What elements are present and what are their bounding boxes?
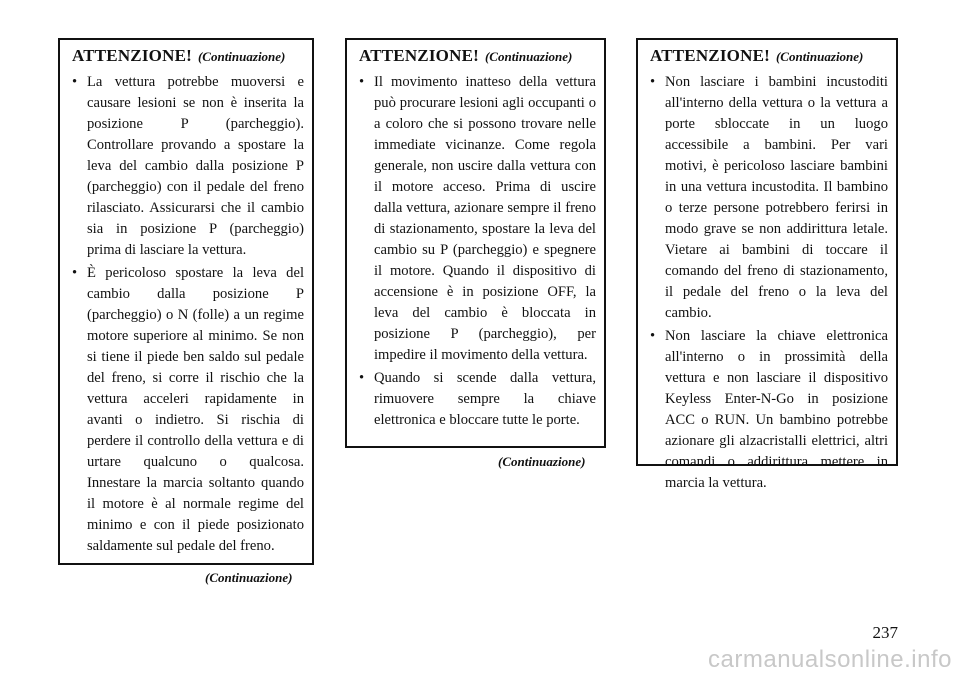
bullet-icon: • [359, 74, 365, 90]
continuation-label: (Continuazione) [775, 49, 864, 64]
warning-list [650, 72, 888, 494]
page-number: 237 [872, 623, 898, 642]
continued-footer: (Continuazione) [205, 570, 293, 585]
warning-text: È pericoloso spostare la leva del cambio dalla posizione P (parcheggio) o N (folle) a un regime motore superiore al minimo. Se non si tiene il piede ben saldo sul pedale del freno, si corre il rischio che la vettura acceleri rapidamente in avanti o indietro. Si rischia di perdere il controllo della vettura e di urtare qualcuno o qualcosa. Innestare la marcia soltanto quando il motore è al normale regime del minimo e con il piede posizionato saldamente sul pedale del freno. [87, 265, 304, 554]
bullet-icon: • [72, 74, 78, 90]
continuation-label: (Continuazione) [484, 49, 573, 64]
warning-text: Non lasciare i bambini incustoditi all'interno della vettura o la vettura a porte sbloccate in un luogo accessibile a bambini. Per vari motivi, è pericoloso lasciare bambini in una vettura incustodita. Il bambino o terze persone potrebbero ferirsi in modo grave se non addirittura letale. Vietare ai bambini di toccare il comando del freno di stazionamento, il pedale del freno o la leva del cambio. [665, 74, 888, 321]
bullet-icon: • [650, 328, 656, 344]
warning-text: Non lasciare la chiave elettronica all'interno o in prossimità della vettura e non lasciare il dispositivo Keyless Enter-N-Go in posizione ACC o RUN. Un bambino potrebbe azionare gli alzacristalli elettrici, altri comandi o addirittura mettere in marcia la vettura. [665, 328, 888, 491]
warning-title: ATTENZIONE! [72, 46, 192, 65]
warning-text: La vettura potrebbe muoversi e causare lesioni se non è inserita la posizione P (parcheggio). Controllare provando a spostare la leva del cambio dalla posizione P (parcheggio) con il pedale del freno rilasciato. Assicurarsi che il cambio sia in posizione P (parcheggio) prima di lasciare la vettura. [87, 74, 304, 258]
bullet-icon: • [650, 74, 656, 90]
warning-text: Il movimento inatteso della vettura può procurare lesioni agli occupanti o a coloro che si possono trovare nelle immediate vicinanze. Come regola generale, non uscire dalla vettura con il motore acceso. Prima di uscire dalla vettura, azionare sempre il freno di stazionamento, spostare la leva del cambio su P (parcheggio) e spegnere il motore. Quando il dispositivo di accensione è in posizione OFF, la leva del cambio è bloccata in posizione P (parcheggio), per impedire il movimento della vettura. [374, 74, 596, 363]
continued-footer: (Continuazione) [498, 454, 586, 469]
warning-item [72, 263, 304, 557]
bullet-icon: • [72, 265, 78, 281]
warning-item [359, 368, 596, 431]
warning-title: ATTENZIONE! [650, 46, 770, 65]
warning-item [72, 72, 304, 261]
continuation-label: (Continuazione) [197, 49, 286, 64]
warning-box-1 [58, 38, 314, 565]
warning-header [650, 46, 888, 66]
bullet-icon: • [359, 370, 365, 386]
warning-box-3 [636, 38, 898, 491]
warning-text: Quando si scende dalla vettura, rimuovere sempre la chiave elettronica e bloccare tutte le porte. [374, 370, 596, 428]
warning-item [650, 72, 888, 324]
warning-item [650, 326, 888, 494]
warning-list [72, 72, 304, 557]
warning-header [72, 46, 304, 66]
watermark: carmanualsonline.info [708, 646, 952, 673]
warning-item [359, 72, 596, 366]
warning-list [359, 72, 596, 431]
warning-box-2 [345, 38, 606, 448]
warning-title: ATTENZIONE! [359, 46, 479, 65]
warning-header [359, 46, 596, 66]
